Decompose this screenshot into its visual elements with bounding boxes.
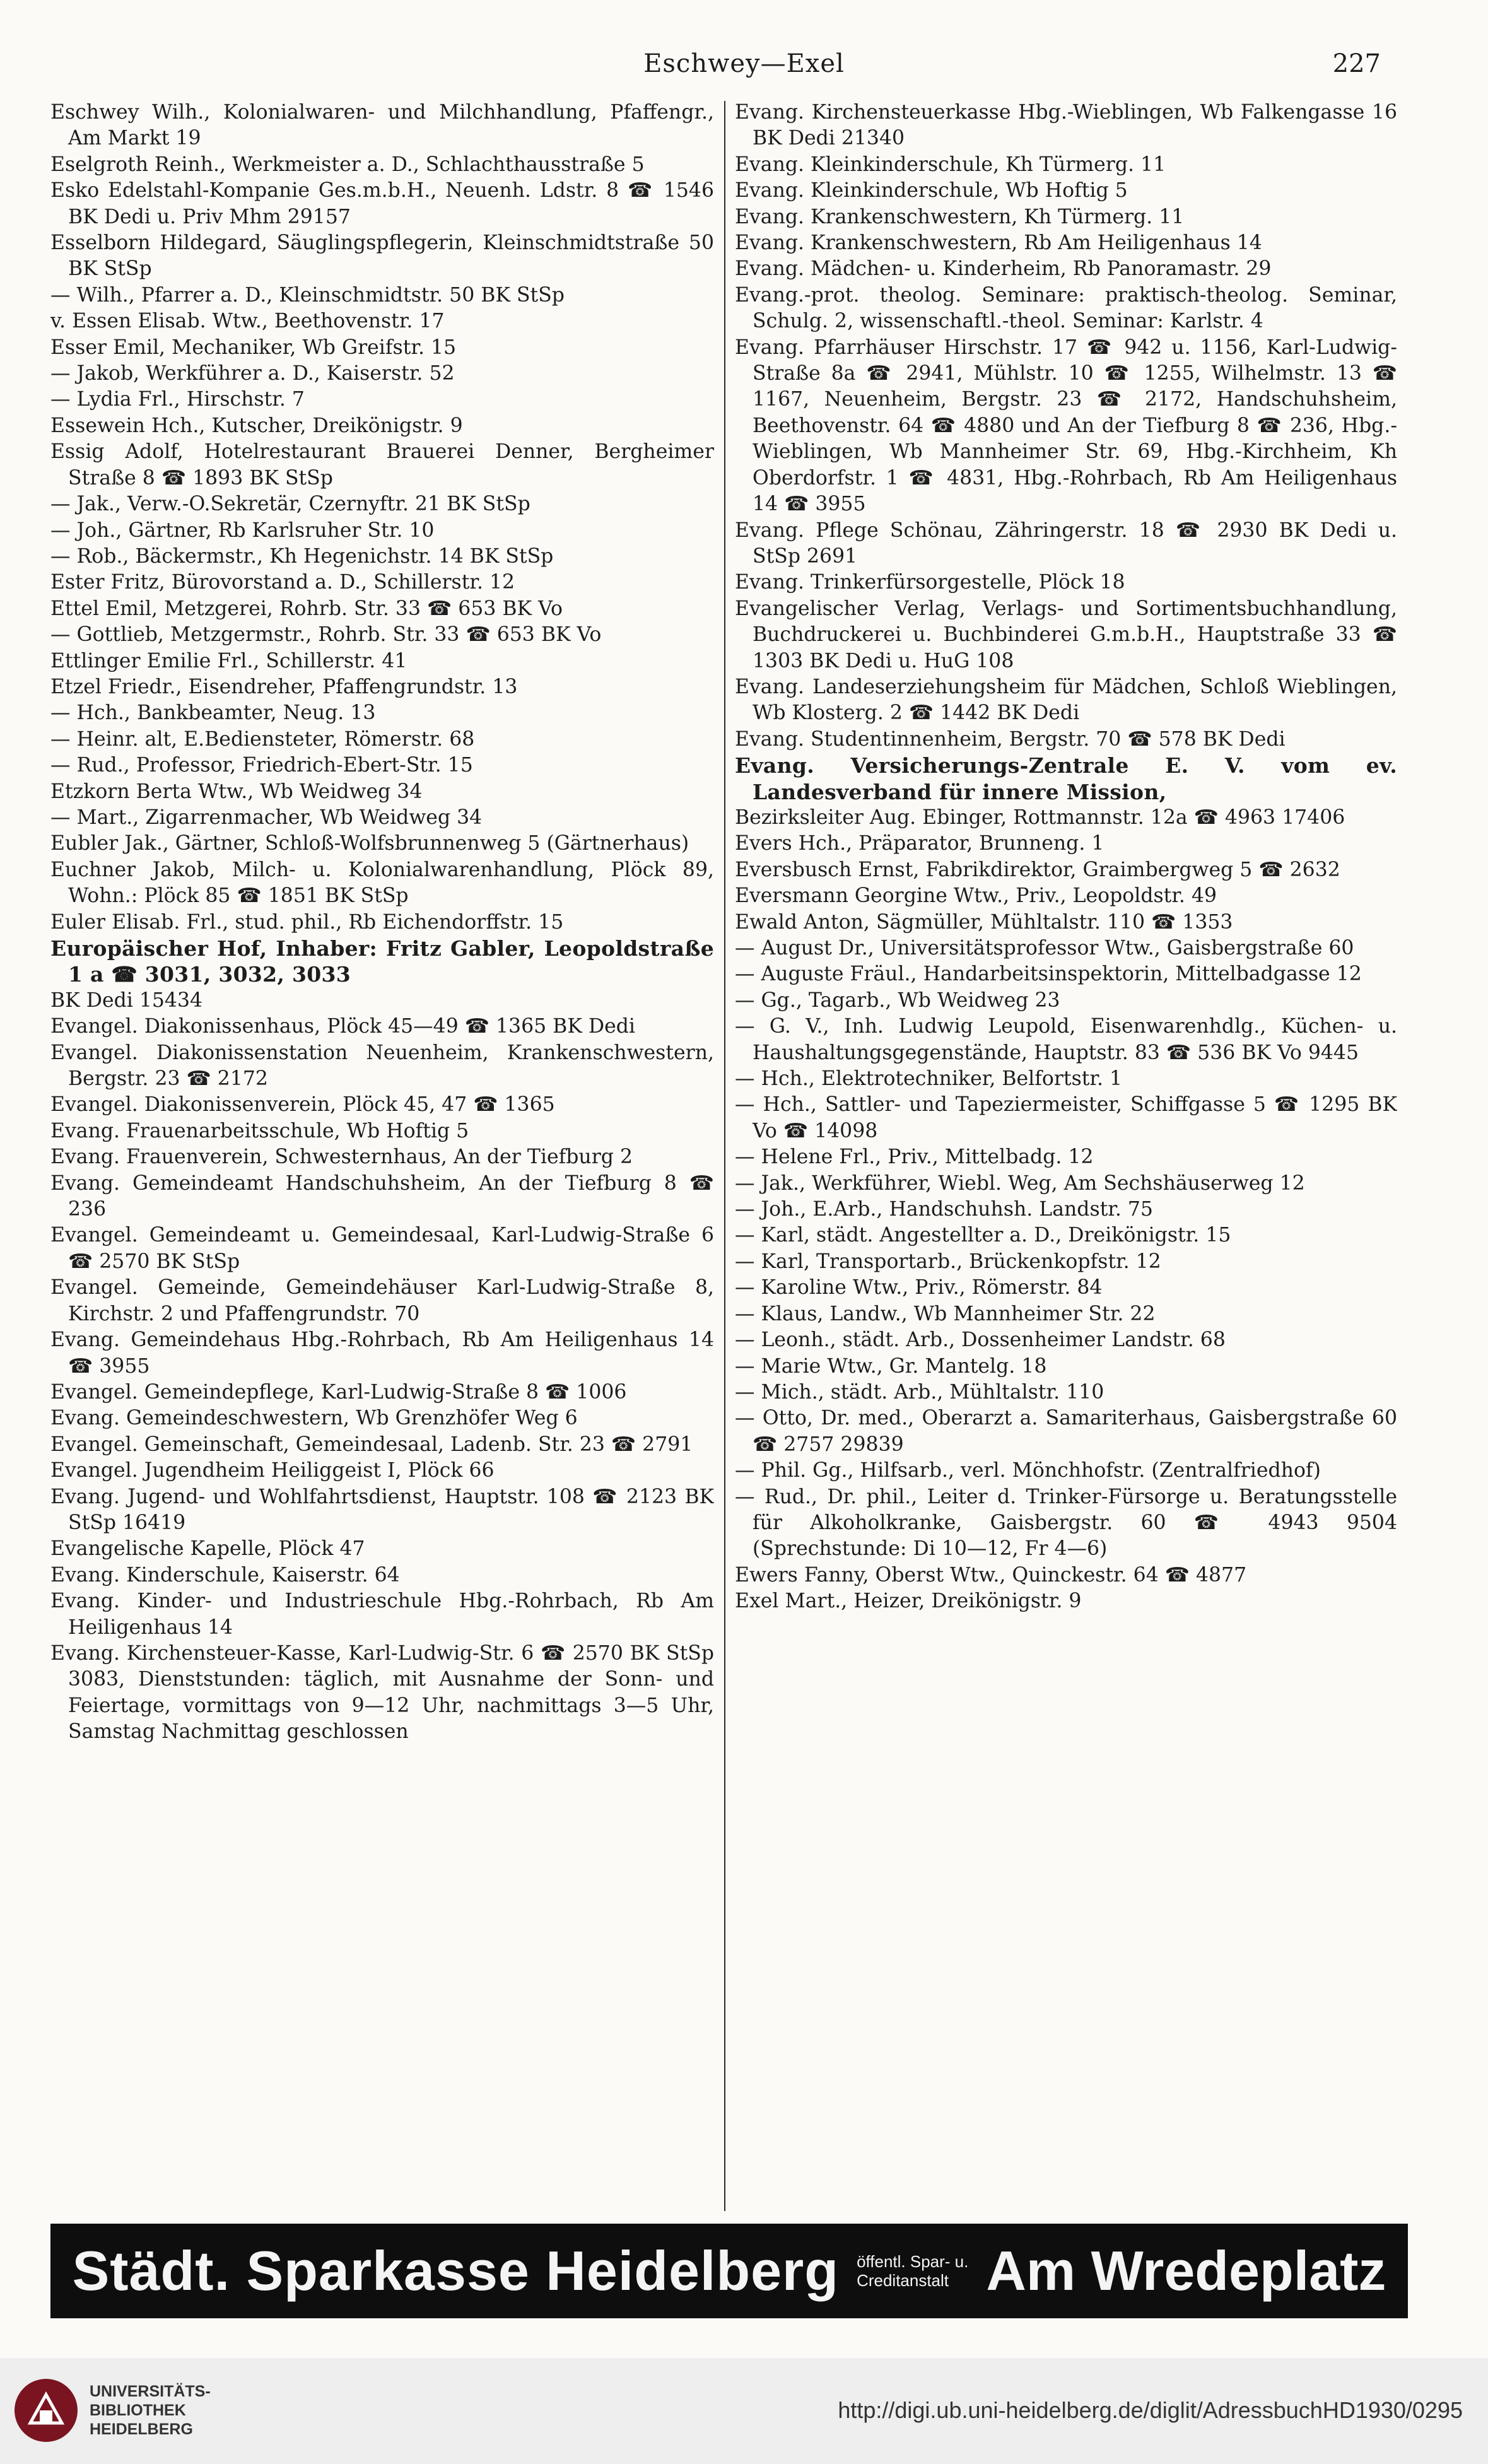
directory-entry: Evang. Pfarrhäuser Hirschstr. 17 ☎ 942 u. 1156, Karl-Ludwig-Straße 8a ☎ 2941, Mühlstr. 10 ☎ 1255, Wilhelmstr. 13 ☎ 1167, Neuenheim, Bergstr. 23 ☎ 2172, Handschuhsheim, Beethovenstr. 64 ☎ 4880 und An der Tiefburg 8 ☎ 236, Hbg.-Wieblingen, Wb Mannheimer Str. 69, Hbg.-Kirchheim, Kh Oberdorfstr. 1 ☎ 4831, Hbg.-Rohrbach, Rb Am Heiligenhaus 14 ☎ 3955 — [735, 336, 1397, 516]
directory-entry: Etzel Friedr., Eisendreher, Pfaffengrundstr. 13 — [50, 675, 518, 698]
directory-entry: Evangel. Gemeindepflege, Karl-Ludwig-Straße 8 ☎ 1006 — [50, 1380, 627, 1404]
directory-entry: Evang.-prot. theolog. Seminare: praktisch-theolog. Seminar, Schulg. 2, wissenschaftl.-theol. Seminar: Karlstr. 4 — [735, 283, 1397, 333]
directory-entry: — Jak., Verw.-O.Sekretär, Czernyftr. 21 BK StSp — [50, 493, 530, 516]
library-name-line-3: HEIDELBERG — [90, 2420, 193, 2438]
directory-entry: — Joh., Gärtner, Rb Karlsruher Str. 10 — [50, 519, 435, 542]
directory-entry: — Rud., Professor, Friedrich-Ebert-Str. 15 — [50, 754, 473, 777]
directory-entry: Evang. Mädchen- u. Kinderheim, Rb Panoramastr. 29 — [735, 257, 1272, 281]
directory-entry: — August Dr., Universitätsprofessor Wtw., Gaisbergstraße 60 — [735, 937, 1354, 959]
banner-small-line-1: öffentl. Spar- u. — [857, 2252, 969, 2271]
directory-entry: — Auguste Fräul., Handarbeitsinspektorin, Mittelbadgasse 12 — [735, 963, 1362, 986]
directory-entry: Evangel. Diakonissenverein, Plöck 45, 47 ☎ 1365 — [50, 1093, 555, 1117]
directory-entry: Ewers Fanny, Oberst Wtw., Quinckestr. 64 ☎ 4877 — [735, 1563, 1247, 1587]
directory-entry: Evers Hch., Präparator, Brunneng. 1 — [735, 832, 1104, 855]
running-head — [0, 49, 1488, 87]
page-number: 227 — [1332, 49, 1381, 78]
advertisement-banner — [50, 2224, 1408, 2318]
directory-entry: Evangelischer Verlag, Verlags- und Sortimentsbuchhandlung, Buchdruckerei u. Buchbinderei G.m.b.H., Hauptstraße 33 ☎ 1303 BK Dedi u. HuG 108 — [735, 597, 1397, 672]
directory-entry: Evang. Versicherungs-Zentrale E. V. vom ev. Landesverband für innere Mission, — [735, 753, 1397, 804]
directory-entry: Evang. Trinkerfürsorgestelle, Plöck 18 — [735, 571, 1125, 594]
directory-entry: Bezirksleiter Aug. Ebinger, Rottmannstr. 12a ☎ 4963 17406 — [735, 806, 1345, 829]
library-name-line-1: UNIVERSITÄTS- — [90, 2383, 211, 2400]
directory-entry: — Mich., städt. Arb., Mühltalstr. 110 — [735, 1380, 1104, 1404]
directory-entry: BK Dedi 15434 — [50, 989, 203, 1012]
directory-entry: — Gottlieb, Metzgermstr., Rohrb. Str. 33 ☎ 653 BK Vo — [50, 623, 602, 647]
directory-entry: — Joh., E.Arb., Handschuhsh. Landstr. 75 — [735, 1198, 1153, 1221]
directory-entry: Eversmann Georgine Wtw., Priv., Leopoldstr. 49 — [735, 884, 1217, 908]
footer-bar — [0, 2358, 1488, 2464]
directory-entry: — Otto, Dr. med., Oberarzt a. Samariterhaus, Gaisbergstraße 60 ☎ 2757 29839 — [735, 1407, 1397, 1456]
directory-entry: — Helene Frl., Priv., Mittelbadg. 12 — [735, 1146, 1094, 1169]
directory-entry: Essig Adolf, Hotelrestaurant Brauerei Denner, Bergheimer Straße 8 ☎ 1893 BK StSp — [50, 440, 714, 490]
directory-entry: Esselborn Hildegard, Säuglingspflegerin, Kleinschmidtstraße 50 BK StSp — [50, 232, 714, 281]
page-title: Eschwey—Exel — [643, 49, 845, 78]
directory-entry: Evangel. Gemeinschaft, Gemeindesaal, Ladenb. Str. 23 ☎ 2791 — [50, 1433, 693, 1456]
directory-entry: Europäischer Hof, Inhaber: Fritz Gabler, Leopoldstraße 1 a ☎ 3031, 3032, 3033 — [50, 936, 714, 987]
directory-entry: — Rud., Dr. phil., Leiter d. Trinker-Fürsorge u. Beratungsstelle für Alkoholkranke, Gaisbergstr. 60 ☎ 4943 9504 (Sprechstunde: Di 10—12, Fr 4—6) — [735, 1485, 1397, 1561]
directory-entry: Euler Elisab. Frl., stud. phil., Rb Eichendorffstr. 15 — [50, 910, 564, 934]
directory-entry: Evangel. Gemeinde, Gemeindehäuser Karl-Ludwig-Straße 8, Kirchstr. 2 und Pfaffengrundstr. 70 — [50, 1276, 714, 1325]
directory-entry: Evang. Gemeindeschwestern, Wb Grenzhöfer Weg 6 — [50, 1407, 578, 1430]
university-library-logo-icon — [11, 2376, 81, 2445]
directory-entry: Ettlinger Emilie Frl., Schillerstr. 41 — [50, 649, 407, 672]
directory-entry: — Lydia Frl., Hirschstr. 7 — [50, 388, 305, 411]
directory-entry: — Heinr. alt, E.Bediensteter, Römerstr. 68 — [50, 727, 475, 751]
directory-entry: — Rob., Bäckermstr., Kh Hegenichstr. 14 BK StSp — [50, 544, 554, 568]
directory-entry: Ester Fritz, Bürovorstand a. D., Schillerstr. 12 — [50, 571, 515, 594]
directory-entry: — Jakob, Werkführer a. D., Kaiserstr. 52 — [50, 362, 455, 385]
directory-entry: Evangel. Jugendheim Heiliggeist I, Plöck 66 — [50, 1459, 495, 1482]
banner-main-text: Städt. Sparkasse Heidelberg — [72, 2239, 840, 2302]
directory-entry: — Mart., Zigarrenmacher, Wb Weidweg 34 — [50, 806, 483, 829]
directory-entry: Evang. Landeserziehungsheim für Mädchen, Schloß Wieblingen, Wb Klosterg. 2 ☎ 1442 BK Dedi — [735, 675, 1397, 725]
directory-entry: — G. V., Inh. Ludwig Leupold, Eisenwarenhdlg., Küchen- u. Haushaltungsgegenstände, Hauptstr. 83 ☎ 536 BK Vo 9445 — [735, 1015, 1397, 1064]
directory-entry: — Hch., Sattler- und Tapeziermeister, Schiffgasse 5 ☎ 1295 BK Vo ☎ 14098 — [735, 1093, 1397, 1142]
directory-entry: — Leonh., städt. Arb., Dossenheimer Landstr. 68 — [735, 1329, 1226, 1352]
directory-entry: — Jak., Werkführer, Wiebl. Weg, Am Sechshäuserweg 12 — [735, 1171, 1305, 1195]
directory-entry: Evang. Studentinnenheim, Bergstr. 70 ☎ 578 BK Dedi — [735, 727, 1286, 751]
directory-entry: Esser Emil, Mechaniker, Wb Greifstr. 15 — [50, 336, 457, 359]
directory-entry: Evangel. Gemeindeamt u. Gemeindesaal, Karl-Ludwig-Straße 6 ☎ 2570 BK StSp — [50, 1224, 714, 1273]
directory-entry: Evang. Krankenschwestern, Rb Am Heiligenhaus 14 — [735, 232, 1262, 255]
library-name-line-2: BIBLIOTHEK — [90, 2402, 186, 2419]
directory-entry: — Karl, städt. Angestellter a. D., Dreikönigstr. 15 — [735, 1224, 1231, 1247]
directory-entry: Eschwey Wilh., Kolonialwaren- und Milchhandlung, Pfaffengr., Am Markt 19 — [50, 101, 714, 150]
directory-entry: Evang. Frauenarbeitsschule, Wb Hoftig 5 — [50, 1119, 469, 1142]
directory-entry: Evang. Kinder- und Industrieschule Hbg.-Rohrbach, Rb Am Heiligenhaus 14 — [50, 1590, 714, 1639]
directory-entry: Eversbusch Ernst, Fabrikdirektor, Graimbergweg 5 ☎ 2632 — [735, 858, 1340, 881]
directory-entry: — Klaus, Landw., Wb Mannheimer Str. 22 — [735, 1302, 1156, 1325]
directory-entry: Evang. Jugend- und Wohlfahrtsdienst, Hauptstr. 108 ☎ 2123 BK StSp 16419 — [50, 1485, 714, 1534]
directory-entry: Eselgroth Reinh., Werkmeister a. D., Schlachthausstraße 5 — [50, 153, 645, 176]
directory-entry: Evang. Kleinkinderschule, Kh Türmerg. 11 — [735, 153, 1166, 176]
right-column — [735, 100, 1397, 2213]
banner-small-text — [857, 2252, 968, 2290]
directory-entry: Evang. Pflege Schönau, Zähringerstr. 18 ☎ 2930 BK Dedi u. StSp 2691 — [735, 519, 1397, 568]
directory-entry: Essewein Hch., Kutscher, Dreikönigstr. 9 — [50, 414, 463, 437]
directory-entry: Evangel. Diakonissenhaus, Plöck 45—49 ☎ 1365 BK Dedi — [50, 1015, 636, 1038]
directory-entry: Evang. Gemeindeamt Handschuhsheim, An der Tiefburg 8 ☎ 236 — [50, 1171, 714, 1221]
directory-entry: Evang. Krankenschwestern, Kh Türmerg. 11 — [735, 205, 1185, 228]
directory-entry: Evang. Kirchensteuer-Kasse, Karl-Ludwig-Str. 6 ☎ 2570 BK StSp 3083, Dienststunden: täglich, mit Ausnahme der Sonn- und Feiertage, vormittags von 9—12 Uhr, nachmittags 3—5 Uhr, Samstag Nachmittag geschlossen — [50, 1641, 714, 1744]
directory-entry: Evangel. Diakonissenstation Neuenheim, Krankenschwestern, Bergstr. 23 ☎ 2172 — [50, 1041, 714, 1091]
left-column — [50, 100, 714, 2213]
directory-entry: Ettel Emil, Metzgerei, Rohrb. Str. 33 ☎ 653 BK Vo — [50, 597, 563, 620]
banner-small-line-2: Creditanstalt — [857, 2271, 949, 2290]
directory-entry: — Karoline Wtw., Priv., Römerstr. 84 — [735, 1276, 1103, 1299]
directory-entry: v. Essen Elisab. Wtw., Beethovenstr. 17 — [50, 310, 445, 333]
library-name — [90, 2382, 211, 2439]
directory-entry: Eubler Jak., Gärtner, Schloß-Wolfsbrunnenweg 5 (Gärtnerhaus) — [50, 832, 689, 855]
directory-entry: Evang. Frauenverein, Schwesternhaus, An der Tiefburg 2 — [50, 1146, 633, 1169]
directory-entry: Etzkorn Berta Wtw., Wb Weidweg 34 — [50, 780, 423, 803]
directory-entry: Evangelische Kapelle, Plöck 47 — [50, 1537, 365, 1561]
source-url-link[interactable]: http://digi.ub.uni-heidelberg.de/diglit/AdressbuchHD1930/0295 — [838, 2397, 1463, 2423]
directory-entry: Exel Mart., Heizer, Dreikönigstr. 9 — [735, 1590, 1082, 1613]
directory-entry: Evang. Gemeindehaus Hbg.-Rohrbach, Rb Am Heiligenhaus 14 ☎ 3955 — [50, 1329, 714, 1378]
banner-place-text: Am Wredeplatz — [986, 2239, 1386, 2302]
directory-entry: — Gg., Tagarb., Wb Weidweg 23 — [735, 989, 1060, 1012]
directory-entry: Evang. Kleinkinderschule, Wb Hoftig 5 — [735, 179, 1128, 202]
directory-entry: — Wilh., Pfarrer a. D., Kleinschmidtstr. 50 BK StSp — [50, 283, 565, 307]
directory-entry: — Phil. Gg., Hilfsarb., verl. Mönchhofstr. (Zentralfriedhof) — [735, 1459, 1321, 1482]
directory-entry: — Karl, Transportarb., Brückenkopfstr. 12 — [735, 1250, 1161, 1273]
directory-entry: — Marie Wtw., Gr. Mantelg. 18 — [735, 1354, 1047, 1378]
column-divider — [724, 101, 725, 2211]
directory-entry: — Hch., Bankbeamter, Neug. 13 — [50, 701, 376, 725]
directory-entry: Evang. Kinderschule, Kaiserstr. 64 — [50, 1563, 400, 1587]
directory-entry: Ewald Anton, Sägmüller, Mühltalstr. 110 ☎ 1353 — [735, 910, 1233, 934]
directory-entry: Euchner Jakob, Milch- u. Kolonialwarenhandlung, Plöck 89, Wohn.: Plöck 85 ☎ 1851 BK StSp — [50, 858, 714, 908]
directory-entry: Evang. Kirchensteuerkasse Hbg.-Wieblingen, Wb Falkengasse 16 BK Dedi 21340 — [735, 101, 1397, 150]
directory-entry: Esko Edelstahl-Kompanie Ges.m.b.H., Neuenh. Ldstr. 8 ☎ 1546 BK Dedi u. Priv Mhm 29157 — [50, 179, 714, 228]
directory-entry: — Hch., Elektrotechniker, Belfortstr. 1 — [735, 1067, 1123, 1091]
